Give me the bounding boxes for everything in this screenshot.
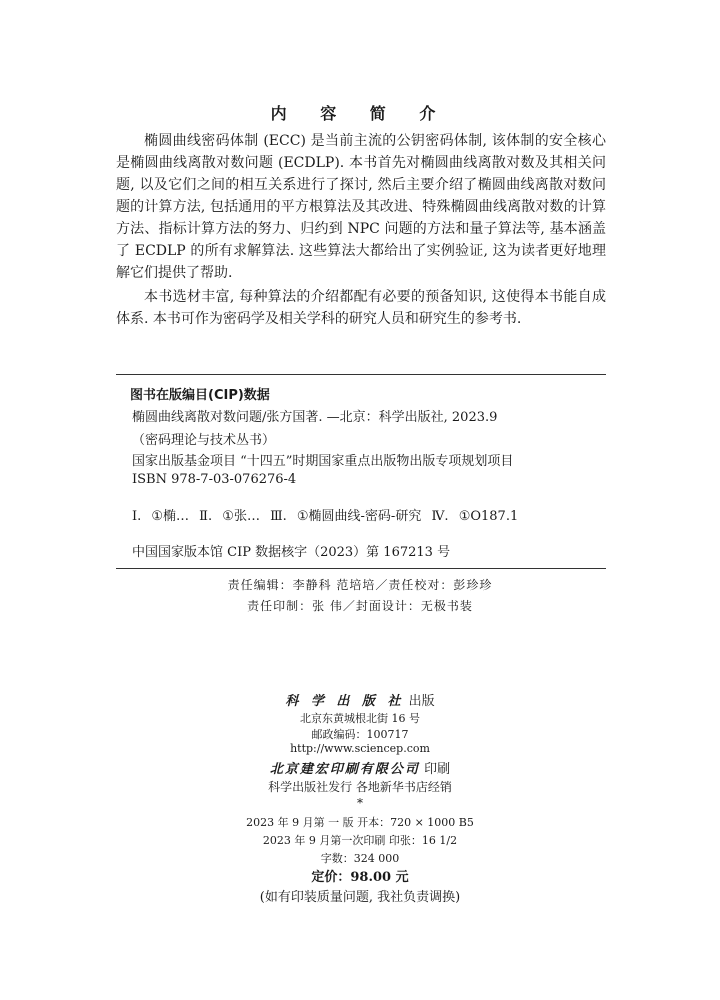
printing-info: 2023 年 9 月第一次印刷 印张：16 1/2 xyxy=(262,834,458,847)
top-divider xyxy=(116,374,606,375)
cip-line-1: 椭圆曲线离散对数问题/张方国著. —北京：科学出版社, 2023.9 xyxy=(132,410,498,425)
printer-row xyxy=(0,758,720,777)
word-count: 字数：324 000 xyxy=(320,852,400,865)
cip-line-6: 中国国家版本馆 CIP 数据核字（2023）第 167213 号 xyxy=(132,545,451,560)
intro-paragraph-2 xyxy=(116,286,606,330)
star-separator: * xyxy=(357,796,363,810)
cip-line-5: Ⅰ. ①椭… Ⅱ. ①张… Ⅲ. ①椭圆曲线-密码-研究 Ⅳ. ①O187.1 xyxy=(132,509,519,524)
publisher-row xyxy=(0,690,720,709)
publisher-url: http://www.sciencep.com xyxy=(290,742,430,755)
credits-line-1: 责任编辑：李静科 范培培／责任校对：彭珍珍 xyxy=(227,578,493,592)
bottom-divider xyxy=(116,568,606,569)
credits-line-2: 责任印制：张 伟／封面设计：无极书装 xyxy=(247,599,473,613)
publisher-name: 科 学 出 版 社 xyxy=(285,694,405,709)
intro-text-1: 椭圆曲线密码体制 (ECC) 是当前主流的公钥密码体制, 该体制的安全核心是椭圆曲线离散对数问题 (ECDLP). 本书首先对椭圆曲线离散对数及其相关问题, 以及它们之间的相互关系进行了探讨, 然后主要介绍了椭圆曲线离散对数问题的计算方法, 包括通用的平方根算法及其改进、特殊椭圆曲线离散对数的计算方法、指标计算方法的努力、归约到 NPC 问题的方法和量子算法等, 基本涵盖了 ECDLP 的所有求解算法. 这些算法大都给出了实例验证, 这为读者更好地理解它们提供了帮助. xyxy=(116,133,606,281)
publisher-block xyxy=(0,690,720,910)
price: 定价：98.00 元 xyxy=(311,870,409,885)
printer-suffix: 印刷 xyxy=(424,762,451,777)
quality-note: (如有印装质量问题, 我社负责调换) xyxy=(259,890,461,905)
cip-line-4: ISBN 978-7-03-076276-4 xyxy=(132,472,297,487)
distribution: 科学出版社发行 各地新华书店经销 xyxy=(268,780,452,794)
intro-text-2: 本书选材丰富, 每种算法的介绍都配有必要的预备知识, 这使得本书能自成体系. 本书可作为密码学及相关学科的研究人员和研究生的参考书. xyxy=(116,289,606,327)
intro-paragraph-1 xyxy=(116,130,606,284)
cip-heading: 图书在版编目(CIP)数据 xyxy=(130,388,270,403)
cip-line-2: （密码理论与技术丛书） xyxy=(132,433,276,448)
cip-block xyxy=(116,380,606,570)
publisher-postcode: 邮政编码：100717 xyxy=(311,728,409,741)
publisher-address: 北京东黄城根北街 16 号 xyxy=(300,712,420,725)
edition-info: 2023 年 9 月第 一 版 开本：720 × 1000 B5 xyxy=(246,816,474,829)
printer-name: 北京建宏印刷有限公司 xyxy=(269,762,420,777)
cip-line-3: 国家出版基金项目 “十四五”时期国家重点出版物出版专项规划项目 xyxy=(132,454,514,469)
page-title: 内 容 简 介 xyxy=(270,104,450,123)
publisher-name-suffix: 出版 xyxy=(408,694,435,709)
